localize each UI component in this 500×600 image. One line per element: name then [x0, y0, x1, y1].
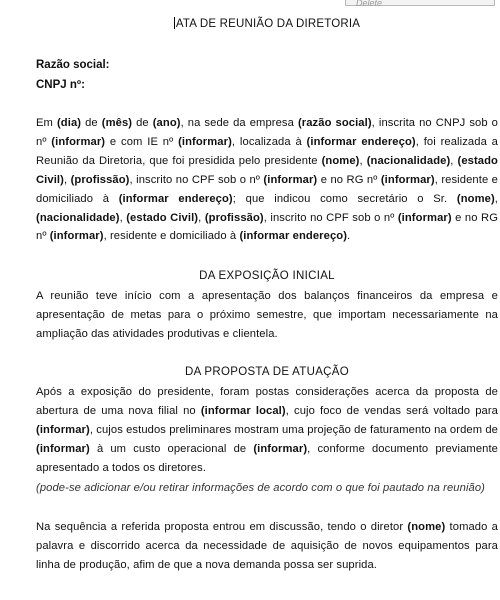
text-run: , inscrito no CPF sob o nº — [263, 211, 398, 224]
text-run: , inscrita no CNPJ sob o nº — [36, 117, 498, 148]
razao-social-label: Razão social: — [36, 59, 110, 71]
placeholder-field: (estado Civil) — [36, 154, 498, 186]
placeholder-field: (razão social) — [297, 117, 372, 129]
text-cursor — [174, 17, 175, 29]
text-run: de — [132, 117, 153, 129]
paragraph-exposicao — [36, 287, 498, 344]
delete-button[interactable]: Delete — [345, 0, 495, 6]
text-run: Após a exposição do presidente, foram postas considerações acerca da proposta de abertura de uma nova filial no — [36, 386, 498, 417]
placeholder-field: (informar local) — [200, 404, 286, 417]
placeholder-field: (estado Civil) — [126, 211, 199, 224]
paragraph-sequencia — [36, 518, 498, 575]
text-run: de — [81, 117, 102, 129]
text-run: , localizada à — [231, 135, 307, 148]
paragraph-opening — [36, 114, 498, 246]
text-run: tomado a palavra e discorrido acerca da necessidade de aquisição de novos equipamentos para linha de produção, afim de que a nova demanda possa ser suprida. — [36, 521, 498, 571]
text-run: , na sede da empresa — [180, 117, 298, 129]
placeholder-field: (informar) — [178, 135, 232, 148]
placeholder-field: (ano) — [152, 117, 181, 129]
text-run: A reunião teve início com a apresentação dos balanços financeiros da empresa e apresentação de metas para o próximo semestre, que importam necessariamente na ampliação das atividades produtivas e clientela. — [36, 290, 498, 340]
placeholder-field: (informar) — [253, 442, 308, 455]
section-heading-exposicao: DA EXPOSIÇÃO INICIAL — [199, 270, 335, 282]
text-run: , cujo foco de vendas será voltado para — [285, 404, 498, 417]
placeholder-field: (informar endereço) — [239, 230, 348, 243]
text-run: , inscrito no CPF sob o nº — [129, 173, 264, 186]
placeholder-field: (profissão) — [204, 211, 264, 224]
placeholder-field: (informar) — [49, 230, 104, 243]
placeholder-field: (informar) — [51, 135, 106, 148]
text-run: , — [494, 192, 498, 205]
text-run: , cujos estudos preliminares mostram uma projeção de faturamento na ordem de — [89, 423, 498, 436]
placeholder-field: (informar) — [263, 173, 318, 186]
placeholder-field: (nome) — [456, 192, 495, 205]
placeholder-field: (informar endereço) — [118, 192, 233, 205]
text-run: , — [63, 173, 71, 186]
text-run: , — [450, 154, 458, 167]
placeholder-field: (informar) — [397, 211, 452, 224]
placeholder-field: (profissão) — [70, 173, 130, 186]
text-run: ; que indicou como secretário o Sr. — [232, 192, 457, 205]
placeholder-field: (mês) — [101, 117, 133, 129]
text-run: . — [347, 230, 351, 243]
text-run: , residente e domiciliado à — [103, 230, 240, 243]
note-italic: (pode-se adicionar e/ou retirar informações de acordo com o que foi pautado na reunião) — [36, 482, 486, 494]
text-run: e no RG nº — [317, 173, 381, 186]
placeholder-field: (nome) — [321, 154, 360, 167]
text-run: , — [119, 211, 127, 224]
text-run: , residente e domiciliado à — [36, 173, 499, 205]
document-title — [36, 17, 498, 30]
paragraph-proposta — [36, 383, 498, 478]
text-run: , — [198, 211, 205, 224]
text-run: , conforme documento previamente apresentado a todos os diretores. — [36, 442, 499, 474]
placeholder-field: (informar) — [36, 442, 90, 455]
text-run: , foi realizada a Reunião da Diretoria, que foi presidida pelo presidente — [36, 135, 498, 167]
section-heading-proposta: DA PROPOSTA DE ATUAÇÃO — [184, 366, 350, 378]
placeholder-field: (informar) — [380, 173, 435, 186]
title-text: ATA DE REUNIÃO DA DIRETORIA — [175, 18, 361, 30]
placeholder-field: (nacionalidade) — [366, 154, 451, 167]
text-run: Em — [36, 117, 57, 129]
text-run: e com IE nº — [105, 135, 179, 148]
placeholder-field: (informar endereço) — [306, 135, 416, 148]
cnpj-label: CNPJ nº: — [36, 79, 85, 91]
text-run: e no RG nº — [36, 211, 499, 243]
placeholder-field: (nacionalidade) — [36, 211, 120, 224]
text-run: à um custo operacional de — [89, 442, 254, 455]
text-run: , — [359, 154, 367, 167]
placeholder-field: (nome) — [407, 521, 446, 533]
placeholder-field: (dia) — [56, 117, 82, 129]
text-run: Na sequência a referida proposta entrou em discussão, tendo o diretor — [36, 521, 408, 533]
placeholder-field: (informar) — [36, 423, 90, 436]
